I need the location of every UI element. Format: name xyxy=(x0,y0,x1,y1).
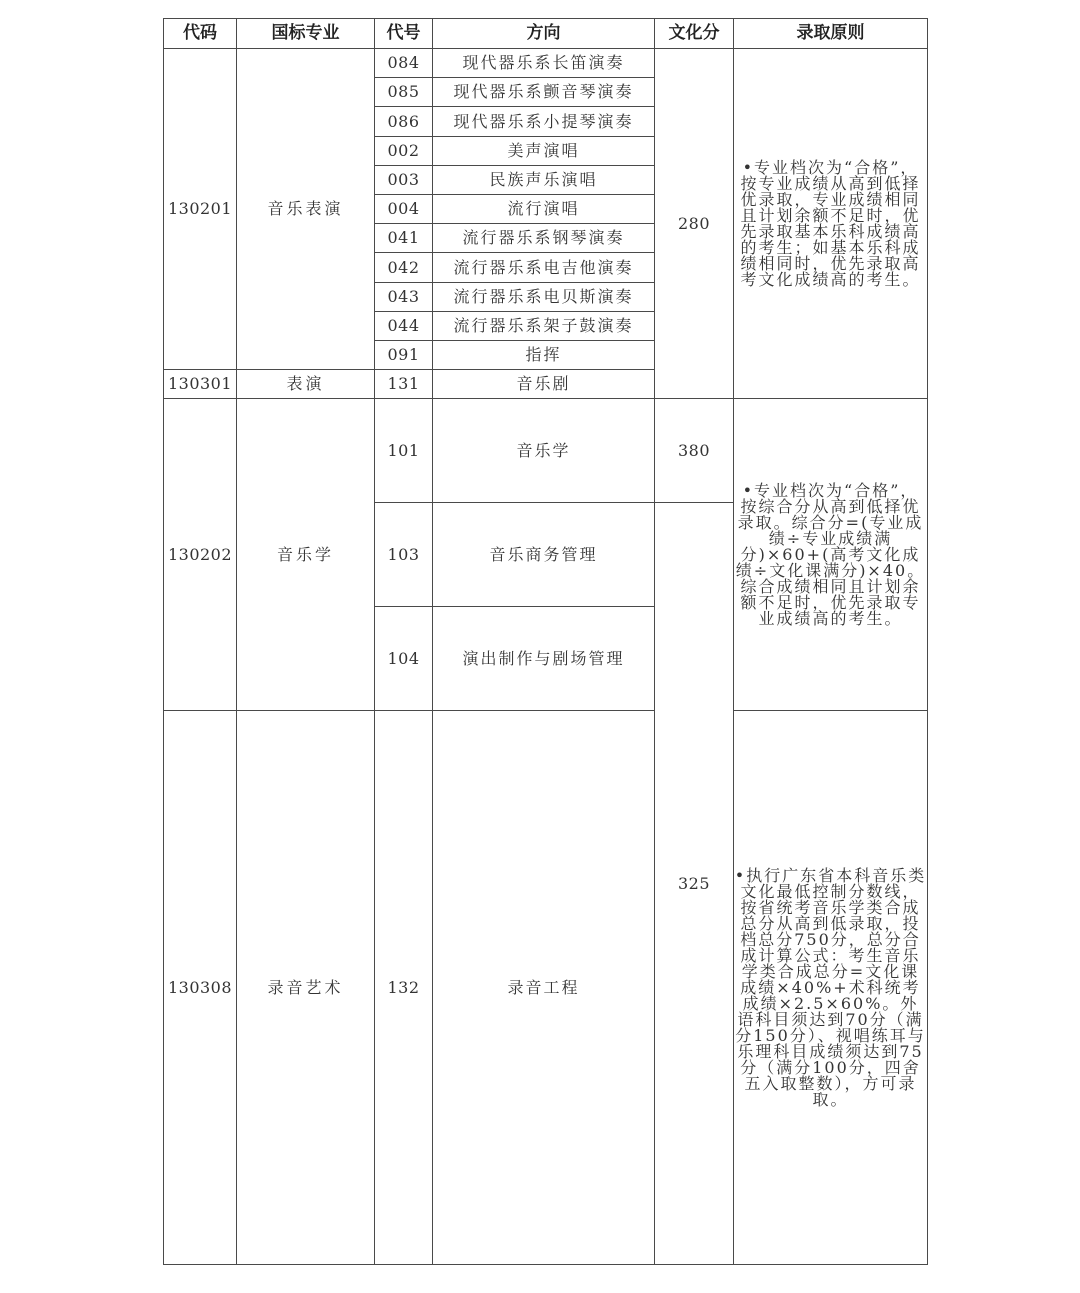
direction-no-cell: 091 xyxy=(375,341,433,370)
culture-score-cell: 325 xyxy=(655,503,734,1265)
direction-name-cell: 现代器乐系小提琴演奏 xyxy=(433,107,655,137)
table-row xyxy=(164,399,928,503)
major-name-cell: 表演 xyxy=(237,370,375,399)
table-row xyxy=(164,711,928,1265)
direction-no-cell: 086 xyxy=(375,107,433,137)
direction-name-cell: 演出制作与剧场管理 xyxy=(433,607,655,711)
direction-name-cell: 现代器乐系颤音琴演奏 xyxy=(433,78,655,107)
admission-rule-text: •执行广东省本科音乐类文化最低控制分数线，按省统考音乐学类合成总分从高到低录取，投档总分750分，总分合成计算公式：考生音乐学类合成总分=文化课成绩×40%+术科统考成绩×2.5×60%。外语科目须达到70分（满分150分）、视唱练耳与乐理科目成绩须达到75分（满分100分，四舍五入取整数），方可录取。 xyxy=(734,865,927,1109)
header-row xyxy=(164,19,928,49)
admission-rule-cell xyxy=(734,399,928,711)
admission-table xyxy=(163,18,928,1265)
direction-name-cell: 流行器乐系电贝斯演奏 xyxy=(433,283,655,312)
direction-name-cell: 民族声乐演唱 xyxy=(433,166,655,195)
direction-no-cell: 103 xyxy=(375,503,433,607)
direction-name-cell: 指挥 xyxy=(433,341,655,370)
direction-no-cell: 044 xyxy=(375,312,433,341)
culture-score-cell: 380 xyxy=(655,399,734,503)
header-major: 国标专业 xyxy=(237,19,375,49)
major-code-cell: 130202 xyxy=(164,399,237,711)
header-no: 代号 xyxy=(375,19,433,49)
admission-rule-text: •专业档次为“合格”，按综合分从高到低择优录取。综合分=(专业成绩÷专业成绩满分)×60+(高考文化成绩÷文化课满分)×40。综合成绩相同且计划余额不足时，优先录取专业成绩高的考生。 xyxy=(735,480,926,628)
table-row xyxy=(164,49,928,78)
direction-no-cell: 104 xyxy=(375,607,433,711)
direction-name-cell: 流行演唱 xyxy=(433,195,655,224)
direction-name-cell: 录音工程 xyxy=(433,711,655,1265)
admission-rule-cell xyxy=(734,49,928,399)
direction-name-cell: 流行器乐系架子鼓演奏 xyxy=(433,312,655,341)
direction-no-cell: 002 xyxy=(375,137,433,166)
major-name-cell: 音乐表演 xyxy=(237,49,375,370)
direction-no-cell: 003 xyxy=(375,166,433,195)
direction-no-cell: 043 xyxy=(375,283,433,312)
direction-no-cell: 041 xyxy=(375,224,433,253)
direction-name-cell: 现代器乐系长笛演奏 xyxy=(433,49,655,78)
direction-name-cell: 流行器乐系钢琴演奏 xyxy=(433,224,655,253)
major-name-cell: 音乐学 xyxy=(237,399,375,711)
direction-no-cell: 131 xyxy=(375,370,433,399)
admission-rule-text: •专业档次为“合格”，按专业成绩从高到低择优录取，专业成绩相同且计划余额不足时，优先录取基本乐科成绩高的考生；如基本乐科成绩相同时，优先录取高考文化成绩高的考生。 xyxy=(740,157,921,289)
major-code-cell: 130308 xyxy=(164,711,237,1265)
direction-no-cell: 084 xyxy=(375,49,433,78)
direction-name-cell: 音乐剧 xyxy=(433,370,655,399)
direction-name-cell: 音乐学 xyxy=(433,399,655,503)
direction-no-cell: 101 xyxy=(375,399,433,503)
major-name-cell: 录音艺术 xyxy=(237,711,375,1265)
header-score: 文化分 xyxy=(655,19,734,49)
header-rule: 录取原则 xyxy=(734,19,928,49)
direction-no-cell: 132 xyxy=(375,711,433,1265)
direction-name-cell: 美声演唱 xyxy=(433,137,655,166)
major-code-cell: 130301 xyxy=(164,370,237,399)
direction-name-cell: 音乐商务管理 xyxy=(433,503,655,607)
header-code: 代码 xyxy=(164,19,237,49)
direction-no-cell: 042 xyxy=(375,253,433,283)
direction-name-cell: 流行器乐系电吉他演奏 xyxy=(433,253,655,283)
culture-score-cell: 280 xyxy=(655,49,734,399)
header-direction: 方向 xyxy=(433,19,655,49)
direction-no-cell: 085 xyxy=(375,78,433,107)
admission-rule-cell xyxy=(734,711,928,1265)
direction-no-cell: 004 xyxy=(375,195,433,224)
major-code-cell: 130201 xyxy=(164,49,237,370)
